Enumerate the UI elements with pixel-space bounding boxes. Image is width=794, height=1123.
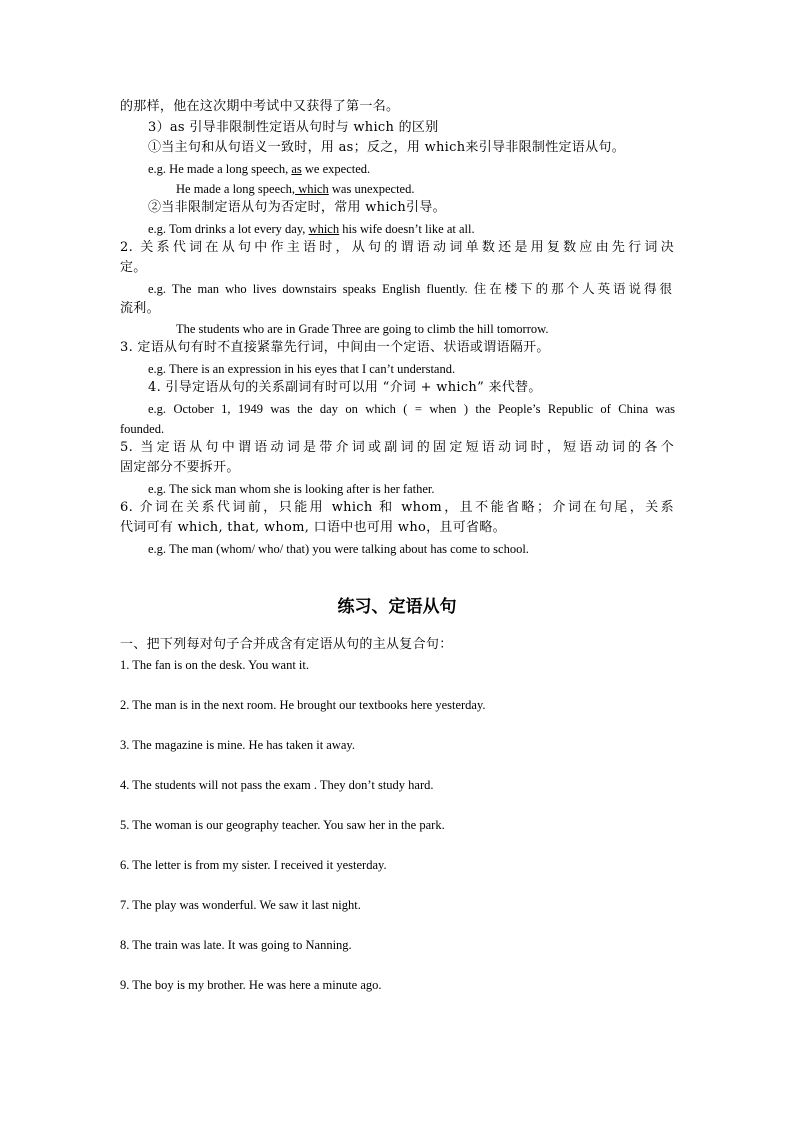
- exercise-title: 练习、定语从句: [337, 597, 457, 617]
- text-line: 定。: [120, 260, 147, 275]
- example-line: e.g. The man who lives downstairs speaks English fluently. 住在楼下的那个人英语说得很: [148, 282, 672, 296]
- text-line: 2. 关系代词在从句中作主语时，从句的谓语动词单数还是用复数应由先行词决: [120, 240, 674, 255]
- exercise-item: 6. The letter is from my sister. I received it yesterday.: [120, 858, 387, 872]
- text-line: 4. 引导定语从句的关系副词有时可以用 “介词 + which” 来代替。: [148, 380, 542, 395]
- text-line: 流利。: [120, 301, 160, 316]
- exercise-item: 5. The woman is our geography teacher. You saw her in the park.: [120, 818, 445, 832]
- underlined-word: which: [295, 182, 329, 196]
- exercise-item: 1. The fan is on the desk. You want it.: [120, 658, 309, 672]
- example-line: e.g. Tom drinks a lot every day, which his wife doesn’t like at all.: [148, 222, 475, 236]
- example-line: e.g. There is an expression in his eyes that I can’t understand.: [148, 362, 456, 376]
- example-line: He made a long speech, which was unexpected.: [176, 182, 415, 196]
- text-line: 6. 介词在关系代词前，只能用 which 和 whom，且不能省略；介词在句尾，关系: [120, 500, 674, 515]
- text-line: 5. 当定语从句中谓语动词是带介词或副词的固定短语动词时，短语动词的各个: [120, 440, 674, 455]
- example-line: e.g. The man (whom/ who/ that) you were talking about has come to school.: [148, 542, 529, 556]
- example-line: founded.: [120, 422, 165, 436]
- example-line: e.g. The sick man whom she is looking after is her father.: [148, 482, 435, 496]
- text-line: 固定部分不要拆开。: [120, 460, 240, 475]
- text-line: ①当主句和从句语义一致时，用 as；反之，用 which来引导非限制性定语从句。: [148, 140, 625, 155]
- text-line: 的那样，他在这次期中考试中又获得了第一名。: [120, 99, 400, 114]
- exercise-item: 8. The train was late. It was going to Nanning.: [120, 938, 352, 952]
- exercise-item: 3. The magazine is mine. He has taken it away.: [120, 738, 355, 752]
- example-line: e.g. He made a long speech, as we expected.: [148, 162, 371, 176]
- text-line: 3. 定语从句有时不直接紧靠先行词，中间由一个定语、状语或谓语隔开。: [120, 340, 550, 355]
- text-line: 3）as 引导非限制性定语从句时与 which 的区别: [148, 120, 439, 135]
- exercise-item: 4. The students will not pass the exam . They don’t study hard.: [120, 778, 434, 792]
- example-line: The students who are in Grade Three are going to climb the hill tomorrow.: [176, 322, 549, 336]
- exercise-item: 2. The man is in the next room. He brought our textbooks here yesterday.: [120, 698, 486, 712]
- exercise-item: 9. The boy is my brother. He was here a minute ago.: [120, 978, 382, 992]
- exercise-instruction: 一、把下列每对句子合并成含有定语从句的主从复合句：: [120, 637, 453, 652]
- underlined-word: which: [308, 222, 340, 236]
- example-line: e.g. October 1, 1949 was the day on which ( = when ) the People’s Republic of China was: [148, 402, 675, 416]
- exercise-item: 7. The play was wonderful. We saw it last night.: [120, 898, 361, 912]
- text-line: ②当非限制定语从句为否定时，常用 which引导。: [148, 200, 446, 215]
- text-line: 代词可有 which, that, whom, 口语中也可用 who，且可省略。: [120, 520, 506, 535]
- underlined-word: as: [291, 162, 302, 176]
